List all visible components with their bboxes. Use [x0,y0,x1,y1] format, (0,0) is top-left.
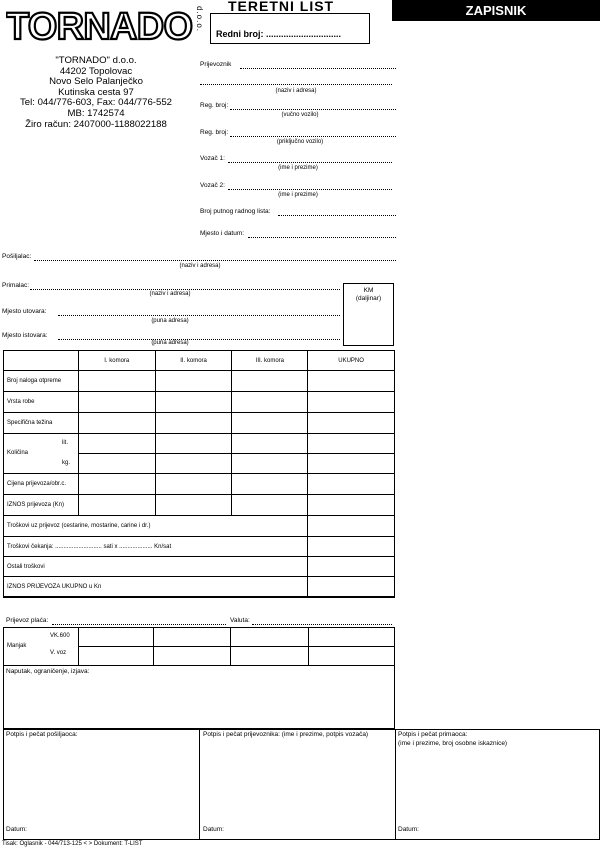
manjak-table [3,627,395,666]
svg-text:TORNADO: TORNADO [6,7,192,43]
cell-input[interactable] [155,392,232,413]
cell-input[interactable] [78,392,155,413]
naputak-label: Naputak, ograničenje, izjava: [6,668,90,675]
cell-input[interactable] [155,371,232,392]
valuta-field[interactable] [252,624,392,625]
cell-input[interactable] [308,392,395,413]
cell-input[interactable] [308,537,395,557]
cell-input[interactable] [308,434,395,454]
cell-input[interactable] [78,413,155,434]
km-label: KM [363,287,374,294]
cell-input[interactable] [78,434,155,454]
cell-input[interactable] [155,495,232,516]
cell-input[interactable] [230,627,308,646]
main-table [3,350,395,598]
row-label-vrsta-robe: Vrsta robe [4,392,79,413]
prijevoznik-hint: (naziv i adresa) [275,88,317,94]
cell-input[interactable] [78,495,155,516]
table-row [4,474,395,495]
prijevoznik-field[interactable] [240,68,396,69]
prikljucno-hint: (priključno vozilo) [276,139,324,145]
cell-input[interactable] [78,627,153,646]
sig-divider-1 [199,729,200,840]
table-row [4,495,395,516]
putni-list-field[interactable] [278,215,396,216]
header-komora-1: I. komora [78,351,155,371]
cell-input[interactable] [230,646,308,665]
company-phone: Tel: 044/776-603, Fax: 044/776-552 [19,97,172,109]
datum-prijevoznik-label: Datum: [203,826,224,833]
cell-input[interactable] [308,577,395,598]
company-street: Kutinska cesta 97 [58,86,134,98]
company-account: Žiro račun: 2407000-1188022188 [25,118,167,130]
footer-printer: Tisak: Oglasnik - 044/713-125 < > Dokument: T-LIST [2,841,143,847]
vozac1-hint: (ime i prezime) [278,165,318,171]
cell-input[interactable] [232,413,308,434]
cell-input[interactable] [155,474,232,495]
table-header-row [4,351,395,371]
table-row [4,434,395,454]
posiljalac-label: Pošiljalac: [2,253,32,260]
vk600-label: VK.600 [50,633,70,639]
naputak-field[interactable] [4,676,394,728]
cell-input[interactable] [153,627,230,646]
valuta-label: Valuta: [230,617,250,624]
company-name: "TORNADO" d.o.o. [55,55,137,66]
vozac2-label: Vozač 2: [200,182,225,189]
vozac2-field[interactable] [228,189,392,190]
cell-input[interactable] [232,474,308,495]
table-row [4,371,395,392]
mjesto-utovara-field[interactable] [58,315,340,316]
company-postcode: 44202 Topolovac [59,65,133,77]
table-row [4,413,395,434]
tornado-logo [6,7,194,43]
manjak-label: Manjak [7,643,27,649]
placa-label: Prijevoz plaća: [6,617,49,624]
table-row [4,392,395,413]
vvoz-label: V. voz [50,650,67,656]
header-empty [4,351,79,371]
cell-input[interactable] [232,454,308,474]
cell-input[interactable] [232,371,308,392]
reg-broj-prikljucno-field[interactable] [230,136,396,137]
cell-input[interactable] [308,371,395,392]
table-row [4,537,395,557]
sig-posiljalac-field[interactable] [4,748,198,824]
cell-input[interactable] [308,413,395,434]
cell-input[interactable] [308,454,395,474]
placa-field[interactable] [52,624,226,625]
cell-input[interactable] [232,434,308,454]
reg-broj-vucno-field[interactable] [230,109,396,110]
cell-input[interactable] [153,646,230,665]
km-box[interactable] [343,283,394,346]
datum-posiljalac-label: Datum: [6,826,27,833]
logo-suffix: d.o.o. [195,6,204,33]
cell-input[interactable] [232,495,308,516]
header-komora-3: III. komora [232,351,308,371]
zapisnik-banner: ZAPISNIK [392,0,600,21]
row-label-ostali: Ostali troškovi [4,557,308,577]
kg-label: kg. [62,460,71,466]
sig-prijevoznik-field[interactable] [201,748,394,824]
cell-input[interactable] [155,413,232,434]
vozac2-hint: (ime i prezime) [278,192,318,198]
cell-input[interactable] [155,434,232,454]
company-place: Novo Selo Palanječko [49,76,143,88]
header-ukupno: UKUPNO [308,351,395,371]
mjesto-utovara-label: Mjesto utovara: [2,308,47,315]
table-row [4,557,395,577]
sig-primalac-label: Potpis i pečat primaoca: [398,731,468,738]
row-label-troskovi-cekanja[interactable]: Troškovi čekanja: ............................ sati x .................... Kn/sat [4,537,308,557]
cell-input[interactable] [308,516,395,537]
row-label-cijena: Cijena prijevoza/obr.c. [4,474,79,495]
cell-input[interactable] [78,454,155,474]
manjak-cell [3,627,78,665]
cell-input[interactable] [155,454,232,474]
row-label-kolicina-cell [4,434,79,474]
sig-divider-2 [395,729,396,840]
posiljalac-field[interactable] [34,260,396,261]
primalac-field[interactable] [30,289,340,290]
cell-input[interactable] [232,392,308,413]
sig-primalac-hint: (ime i prezime, broj osobne iskaznice) [398,740,508,747]
row-label-iznos: IZNOS prijevoza (Kn) [4,495,79,516]
cell-input[interactable] [308,646,395,665]
table-row [3,627,395,646]
datum-primalac-label: Datum: [398,826,419,833]
redni-broj-label: Redni broj: .............................. [216,29,342,39]
putni-list-label: Broj putnog radnog lista: [200,208,271,215]
posiljalac-hint: (naziv i adresa) [179,263,221,269]
primalac-hint: (naziv i adresa) [149,291,191,297]
row-label-specificna: Specifična težina [4,413,79,434]
cell-input[interactable] [308,557,395,577]
lit-label: lit. [62,440,68,446]
row-label-kolicina: Količina [7,450,29,456]
reg-broj-2-label: Reg. broj: [200,129,229,136]
mjesto-datum-label: Mjesto i datum: [200,230,245,237]
vozac1-label: Vozač 1: [200,155,225,162]
cell-input[interactable] [308,495,395,516]
row-label-broj-naloga: Broj naloga otpreme [4,371,79,392]
sig-posiljalac-label: Potpis i pečat pošiljaoca: [6,731,78,738]
cell-input[interactable] [308,474,395,495]
cell-input[interactable] [78,474,155,495]
vozac1-field[interactable] [228,162,392,163]
reg-broj-label: Reg. broj: [200,102,229,109]
cell-input[interactable] [78,371,155,392]
table-row [4,516,395,537]
prijevoznik-field-2[interactable] [200,84,392,85]
prijevoznik-label: Prijevoznik [200,61,232,68]
cell-input[interactable] [308,627,395,646]
daljinar-label: (daljinar) [355,295,382,302]
company-mb: MB: 1742574 [67,107,125,119]
mjesto-datum-field[interactable] [248,237,396,238]
row-label-troskovi-uz: Troškovi uz prijevoz (cestarine, mostarine, carine i dr.) [4,516,308,537]
cell-input[interactable] [78,646,153,665]
primalac-label: Primalac: [2,282,30,289]
istovara-hint: (puna adresa) [151,340,189,346]
row-label-ukupno: IZNOS PRIJEVOZA UKUPNO u Kn [4,577,308,598]
sig-prijevoznik-label: Potpis i pečat prijevoznika: (ime i prezime, potpis vozača) [203,731,369,738]
vucno-hint: (vučno vozilo) [281,112,319,118]
mjesto-istovara-label: Mjesto istovara: [2,332,48,339]
table-row [4,577,395,598]
sig-primalac-field[interactable] [397,752,598,824]
page-title: TERETNI LIST [228,0,335,14]
company-info [10,56,182,130]
header-komora-2: II. komora [155,351,232,371]
utovara-hint: (puna adresa) [151,318,189,324]
